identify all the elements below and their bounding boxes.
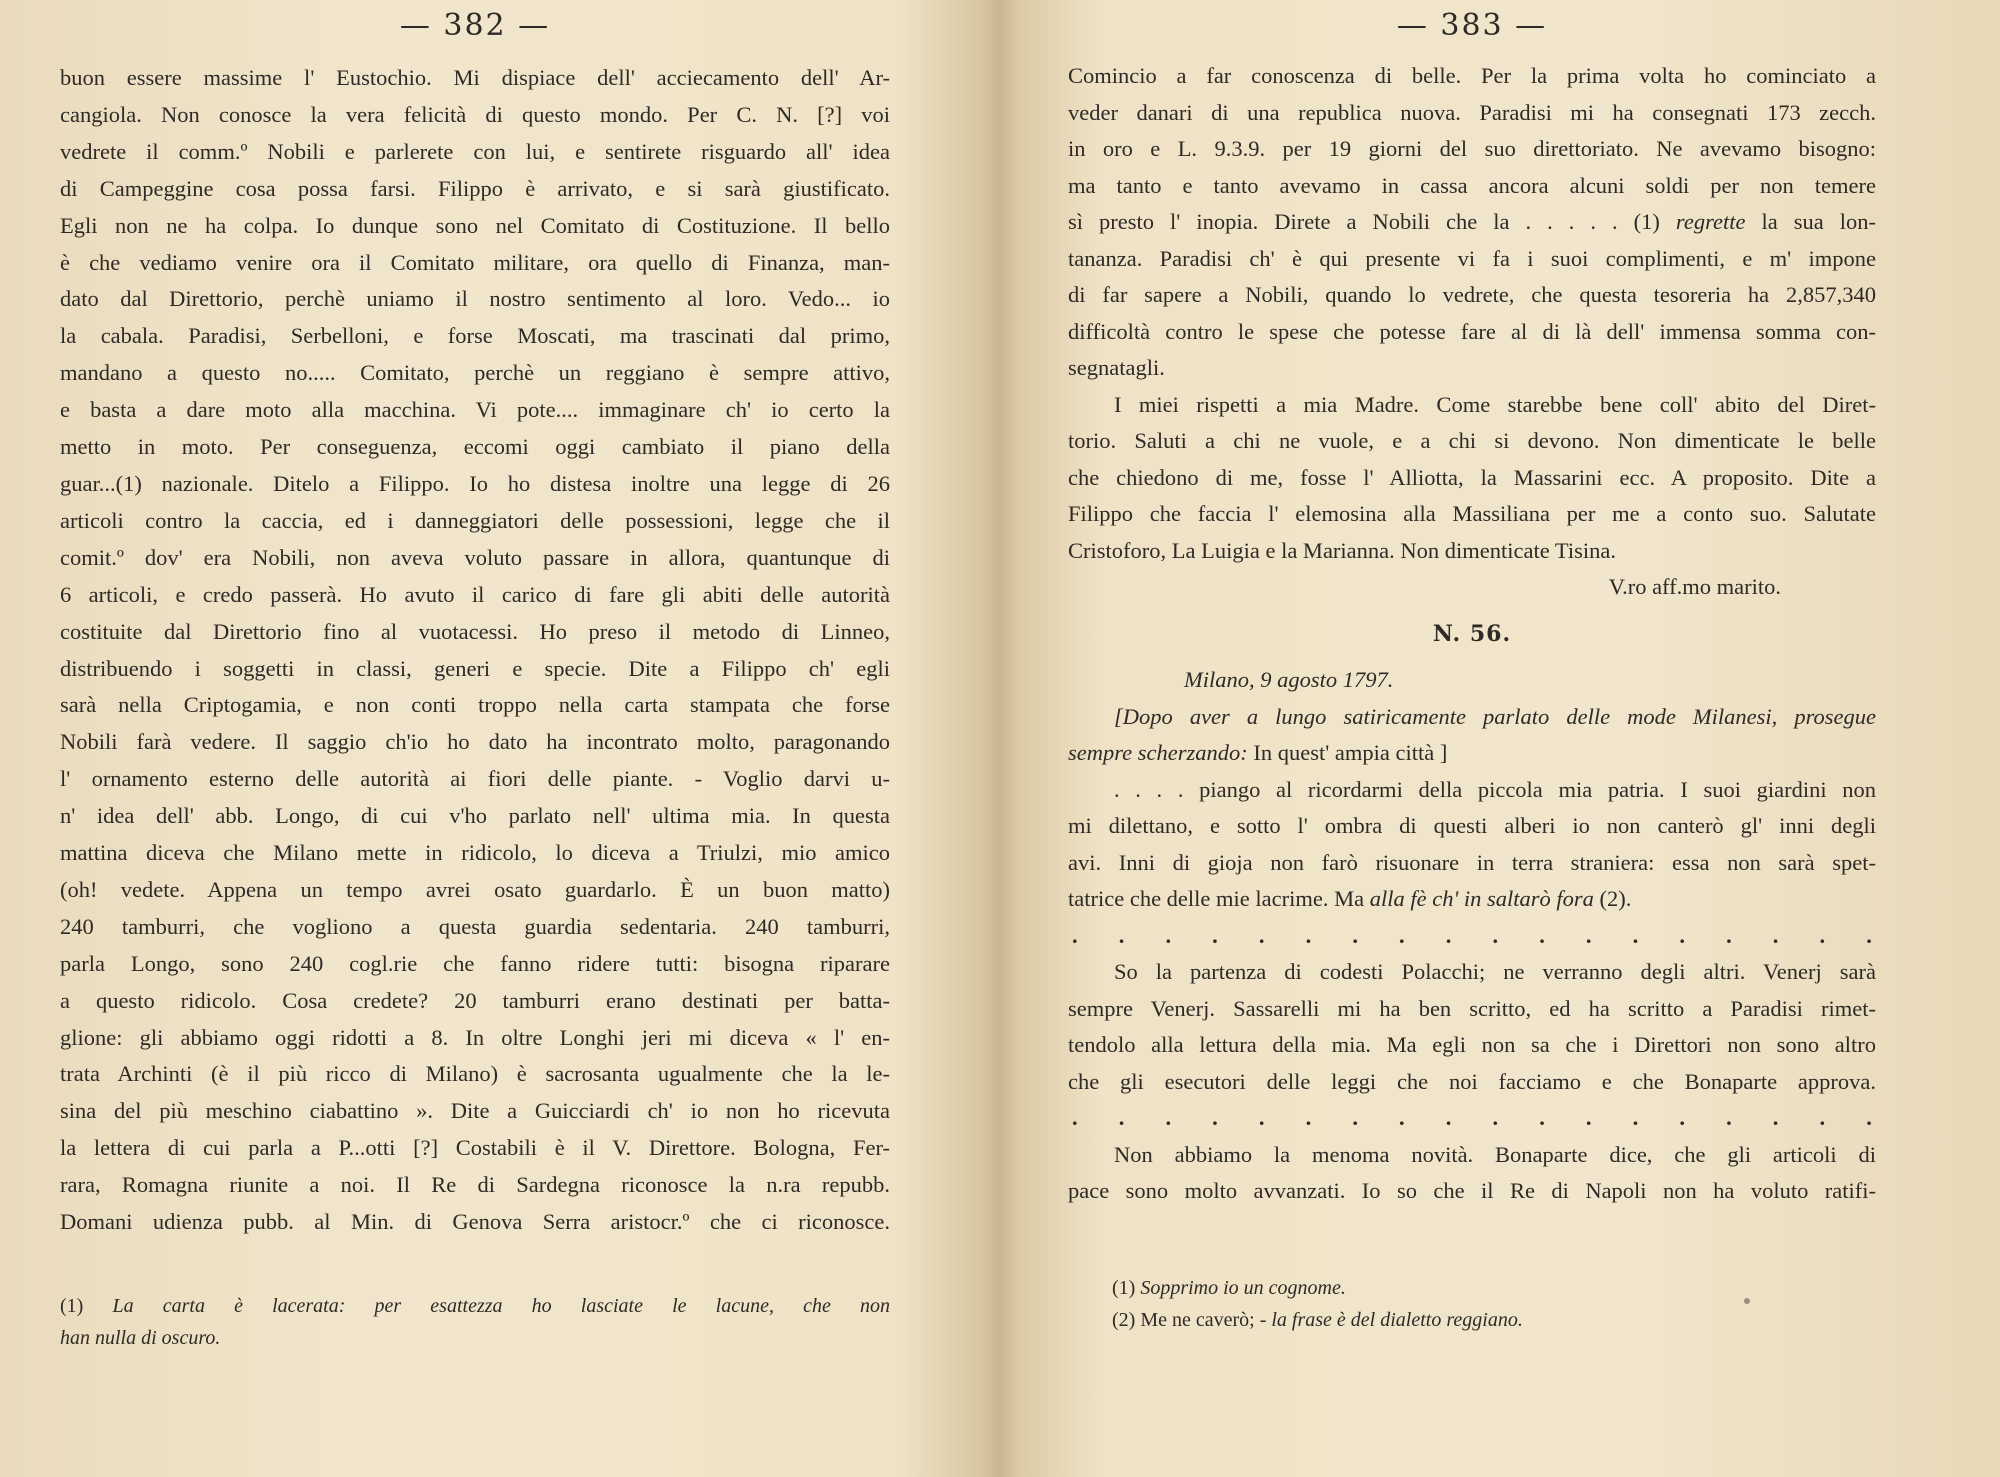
footnote-1-number: (1) [60,1295,84,1317]
text-line: Comincio a far conoscenza di belle. Per la prima volta ho cominciato a [1068,63,1876,88]
text-line: a questo ridicolo. Cosa credete? 20 tamburri erano destinati per batta- [60,987,890,1013]
text-line: tendolo alla lettura della mia. Ma egli non sa che i Direttori non sono altro [1068,1032,1876,1057]
ellipsis-dot: . [1445,922,1452,948]
text-line: Domani udienza pubb. al Min. di Genova Serra aristocr.º che ci riconosce. [60,1209,890,1235]
page-number-382: — 382 — [399,8,551,43]
footnote-1-line-2: han nulla di oscuro. [60,1327,221,1349]
ellipsis-dot: . [1866,922,1872,948]
ellipsis-dot: . [1539,922,1545,948]
ellipsis-dot: . [1492,922,1499,948]
ellipsis-dot: . [1819,1105,1826,1130]
signature: V.ro aff.mo marito. [1608,574,1781,599]
text-line: n' idea dell' abb. Longo, di cui v'ho parlato nell' ultima mia. In questa [60,803,890,829]
ellipsis-dot: . [1305,922,1312,948]
ellipsis-dot: . [1352,1105,1358,1130]
text-line: parla Longo, sono 240 cogl.rie che fanno ridere tutti: bisogna riparare [60,950,890,976]
text-line: la lettera di cui parla a P...otti [?] Costabili è il V. Direttore. Bologna, Fer- [60,1135,890,1161]
ellipsis-dot: . [1726,922,1732,948]
text-line: in oro e L. 9.3.9. per 19 giorni del suo direttoriato. Ne avevamo bisogno: [1068,136,1876,161]
text-line: dato dal Direttorio, perchè uniamo il nostro sentimento al loro. Vedo... io [60,286,890,312]
text-line: comit.º dov' era Nobili, non aveva voluto passare in allora, quantunque di [60,544,890,570]
text-line: distribuendo i soggetti in classi, generi e specie. Dite a Filippo ch' egli [60,655,890,681]
text-line: Cristoforo, La Luigia e la Marianna. Non dimenticate Tisina. [1068,537,1617,563]
ellipsis-dot: . [1118,1105,1125,1130]
text-line: rara, Romagna riunite a noi. Il Re di Sardegna riconosce la n.ra repubb. [60,1172,890,1198]
text-line: vedrete il comm.º Nobili e parlerete con lui, e sentirete risguardo all' idea [60,138,890,164]
ellipsis-dot: . [1632,1105,1639,1130]
text-line: mattina diceva che Milano mette in ridicolo, lo diceva a Triulzi, mio amico [60,840,890,866]
text-line: glione: gli abbiamo oggi ridotti a 8. In oltre Longhi jeri mi diceva « l' en- [60,1024,890,1050]
text-line: ma tanto e tanto avevamo in cassa ancora alcuni soldi per non temere [1068,172,1876,198]
ellipsis-dot: . [1165,1105,1172,1130]
text-line: buon essere massime l' Eustochio. Mi dispiace dell' acciecamento dell' Ar- [60,65,890,90]
text-line: mi dilettano, e sotto l' ombra di questi alberi io non canterò gl' inni degli [1068,813,1876,838]
text-line: la cabala. Paradisi, Serbelloni, e forse Moscati, ma trascinati dal primo, [60,323,890,349]
text-line: articoli contro la caccia, ed i danneggiatori delle possessioni, legge che il [60,507,890,533]
place-date: Milano, 9 agosto 1797. [1184,667,1394,692]
ellipsis-dot: . [1212,922,1218,948]
text-line: avi. Inni di gioja non farò risuonare in terra straniera: essa non sarà spet- [1068,849,1876,875]
text-line: che gli esecutori delle leggi che noi facciamo e che Bonaparte approva. [1068,1068,1876,1094]
ellipsis-dot: . [1072,922,1078,948]
ellipsis-dot: . [1632,922,1639,948]
ellipsis-dot: . [1445,1105,1452,1130]
text-line: di Campeggine cosa possa farsi. Filippo è arrivato, e si sarà giustificato. [60,175,890,201]
text-line: . . . . piango al ricordarmi della piccola mia patria. I suoi giardini non [1114,776,1876,802]
ellipsis-dot: . [1726,1105,1732,1130]
ellipsis-dot: . [1212,1105,1218,1130]
ellipsis-dot: . [1305,1105,1312,1130]
text-line: l' ornamento esterno delle autorità ai fiori delle piante. - Voglio darvi u- [60,766,890,792]
ellipsis-dot: . [1772,1105,1779,1130]
ellipsis-dot: . [1492,1105,1499,1130]
editorial-note-line-2: sempre scherzando: In quest' ampia città ] [1068,740,1448,765]
text-line: 240 tamburri, che vogliono a questa guardia sedentaria. 240 tamburri, [60,913,890,939]
page-spot [1744,1298,1750,1304]
ellipsis-dot: . [1352,922,1358,948]
text-line: mandano a questo no..... Comitato, perchè un reggiano è sempre attivo, [60,360,890,386]
ellipsis-dot: . [1679,1105,1685,1130]
text-line: sina del più meschino ciabattino ». Dite a Guicciardi ch' io non ho ricevuta [60,1098,890,1124]
footnote-1-line-1 [60,1290,890,1322]
right-page-body [1068,58,1876,1210]
ellipsis-dot: . [1585,922,1592,948]
right-page [1068,0,1876,1477]
ellipsis-dot: . [1772,922,1779,948]
letter-number: N. 56. [1432,620,1512,647]
text-line: difficoltà contro le spese che potesse fare al di là dell' immensa somma con- [1068,318,1876,344]
text-line: pace sono molto avvanzati. Io so che il Re di Napoli non ha voluto ratifi- [1068,1178,1876,1203]
footnote-2: (2) Me ne caverò; - la frase è del dialetto reggiano. [1112,1309,1523,1331]
ellipsis-dot: . [1399,922,1405,948]
page-number-383: — 383 — [1396,8,1548,43]
text-line: So la partenza di codesti Polacchi; ne verranno degli altri. Venerj sarà [1114,959,1876,984]
left-page [60,0,890,1477]
text-line: di far sapere a Nobili, quando lo vedrete, che questa tesoreria ha 2,857,340 [1068,282,1876,307]
text-line: metto in moto. Per conseguenza, eccomi oggi cambiato il piano della [60,434,890,460]
text-line: tananza. Paradisi ch' è qui presente vi fa i suoi complimenti, e m' impone [1068,245,1876,271]
text-line: torio. Saluti a chi ne vuole, e a chi si devono. Non dimenticate le belle [1068,428,1876,453]
text-line: 6 articoli, e credo passerà. Ho avuto il carico di fare gli abiti delle autorità [60,581,890,607]
ellipsis-dot: . [1399,1105,1405,1130]
text-line: I miei rispetti a mia Madre. Come starebbe bene coll' abito del Diret- [1114,391,1876,417]
left-page-body [60,60,890,1241]
ellipsis-dot: . [1165,922,1172,948]
ellipsis-dot: . [1539,1105,1545,1130]
text-line: e basta a dare moto alla macchina. Vi pote.... immaginare ch' io certo la [60,397,890,423]
text-line: Egli non ne ha colpa. Io dunque sono nel Comitato di Costituzione. Il bello [60,212,890,238]
text-line: trata Archinti (è il più ricco di Milano) è sacrosanta ugualmente che la le- [60,1061,890,1087]
ellipsis-dot: . [1585,1105,1592,1130]
text-line: guar...(1) nazionale. Ditelo a Filippo. Io ho distesa inoltre una legge di 26 [60,470,890,496]
text-line: cangiola. Non conosce la vera felicità di questo mondo. Per C. N. [?] voi [60,101,890,127]
right-page-footnotes [1068,1272,1876,1336]
ellipsis-dot: . [1072,1105,1078,1130]
editorial-note-line-1: [Dopo aver a lungo satiricamente parlato delle mode Milanesi, prosegue [1114,703,1876,729]
ellipsis-row [1068,918,1876,955]
text-line: Non abbiamo la menoma novità. Bonaparte dice, che gli articoli di [1114,1141,1876,1167]
text-line: Nobili farà vedere. Il saggio ch'io ho dato ha incontrato molto, paragonando [60,729,890,755]
text-line: che chiedono di me, fosse l' Alliotta, la Massarini ecc. A proposito. Dite a [1068,464,1876,490]
text-line: Filippo che faccia l' elemosina alla Massiliana per me a conto suo. Salutate [1068,501,1876,526]
text-line-italic-end: tatrice che delle mie lacrime. Ma alla fè ch' in saltarò fora (2). [1068,886,1632,911]
left-page-footnotes [60,1290,890,1354]
footnote-1-text: La carta è lacerata: per esattezza ho lasciate le lacune, che non [112,1295,890,1317]
text-line: è che vediamo venire ora il Comitato militare, ora quello di Finanza, man- [60,249,890,275]
text-line-regrette: sì presto l' inopia. Direte a Nobili che la . . . . . (1) regrette la sua lon- [1068,209,1876,234]
text-line: (oh! vedete. Appena un tempo avrei osato guardarlo. È un buon matto) [60,876,890,902]
text-line: veder danari di una republica nuova. Paradisi mi ha consegnati 173 zecch. [1068,99,1876,125]
text-line: costituite dal Direttorio fino al vuotacessi. Ho preso il metodo di Linneo, [60,618,890,644]
ellipsis-row [1068,1100,1876,1137]
footnote-1: (1) Sopprimo io un cognome. [1112,1277,1346,1299]
text-line: sempre Venerj. Sassarelli mi ha ben scritto, ed ha scritto a Paradisi rimet- [1068,995,1876,1021]
ellipsis-dot: . [1258,922,1265,948]
ellipsis-dot: . [1118,922,1125,948]
text-line: segnatagli. [1068,355,1165,380]
text-line: sarà nella Criptogamia, e non conti troppo nella carta stampata che forse [60,692,890,718]
ellipsis-dot: . [1819,922,1826,948]
ellipsis-dot: . [1866,1105,1872,1130]
ellipsis-dot: . [1679,922,1685,948]
ellipsis-dot: . [1258,1105,1265,1130]
